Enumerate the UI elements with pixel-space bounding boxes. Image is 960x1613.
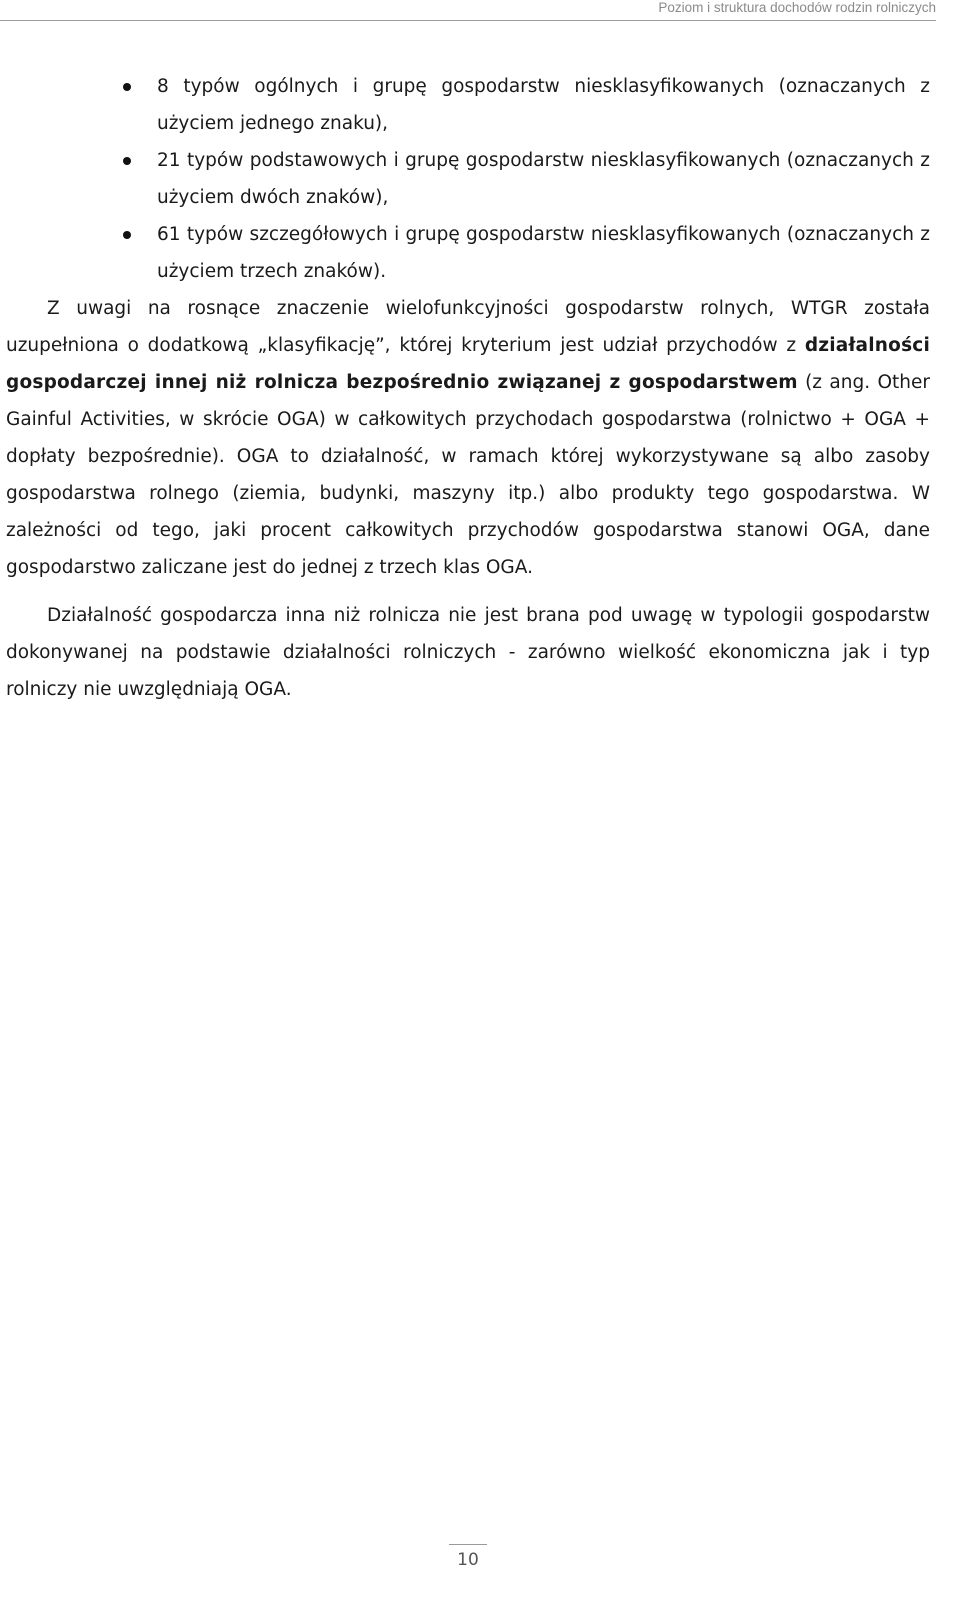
- running-header: [0, 0, 936, 21]
- list-item: [157, 142, 930, 216]
- page-number-value: 10: [449, 1544, 487, 1575]
- typology-list: [6, 68, 930, 290]
- paragraph-oga-classification: [6, 290, 930, 586]
- paragraph-text: (z ang. Other Gainful Activities, w skrócie OGA) w całkowitych przychodach gospodarstwa (rolnictwo + OGA + dopłaty bezpośrednie). OGA to działalność, w ramach której wykorzystywane są albo zasoby gospodarstwa rolnego (ziemia, budynki, maszyny itp.) albo produkty tego gospodarstwa. W zależności od tego, jaki procent całkowitych przychodów gospodarstwa stanowi OGA, dane gospodarstwo zaliczane jest do jednej z trzech klas OGA.: [6, 372, 930, 578]
- paragraph-text: Działalność gospodarcza inna niż rolnicza nie jest brana pod uwagę w typologii gospodarstw dokonywanej na podstawie działalności rolniczych - zarówno wielkość ekonomiczna jak i typ rolniczy nie uwzględniają OGA.: [6, 605, 930, 700]
- list-item: [157, 216, 930, 290]
- bullet-icon: [123, 83, 131, 91]
- bullet-icon: [123, 157, 131, 165]
- list-item-text: 8 typów ogólnych i grupę gospodarstw niesklasyfikowanych (oznaczanych z użyciem jednego znaku),: [157, 76, 930, 134]
- bold-term: działalności gospodarczej innej niż rolnicza bezpośrednio związanej z gospodarstwem: [6, 335, 930, 393]
- running-header-title: Poziom i struktura dochodów rodzin rolniczych: [658, 0, 936, 15]
- list-item-text: 21 typów podstawowych i grupę gospodarstw niesklasyfikowanych (oznaczanych z użyciem dwóch znaków),: [157, 150, 930, 208]
- page-number: [0, 1544, 936, 1575]
- list-item: [157, 68, 930, 142]
- paragraph-oga-note: [6, 597, 930, 708]
- list-item-text: 61 typów szczegółowych i grupę gospodarstw niesklasyfikowanych (oznaczanych z użyciem trzech znaków).: [157, 224, 930, 282]
- bullet-icon: [123, 231, 131, 239]
- paragraph-text: Z uwagi na rosnące znaczenie wielofunkcyjności gospodarstw rolnych, WTGR została uzupełniona o dodatkową „klasyfikację”, której kryterium jest udział przychodów z: [6, 298, 930, 356]
- page-content: [6, 68, 930, 708]
